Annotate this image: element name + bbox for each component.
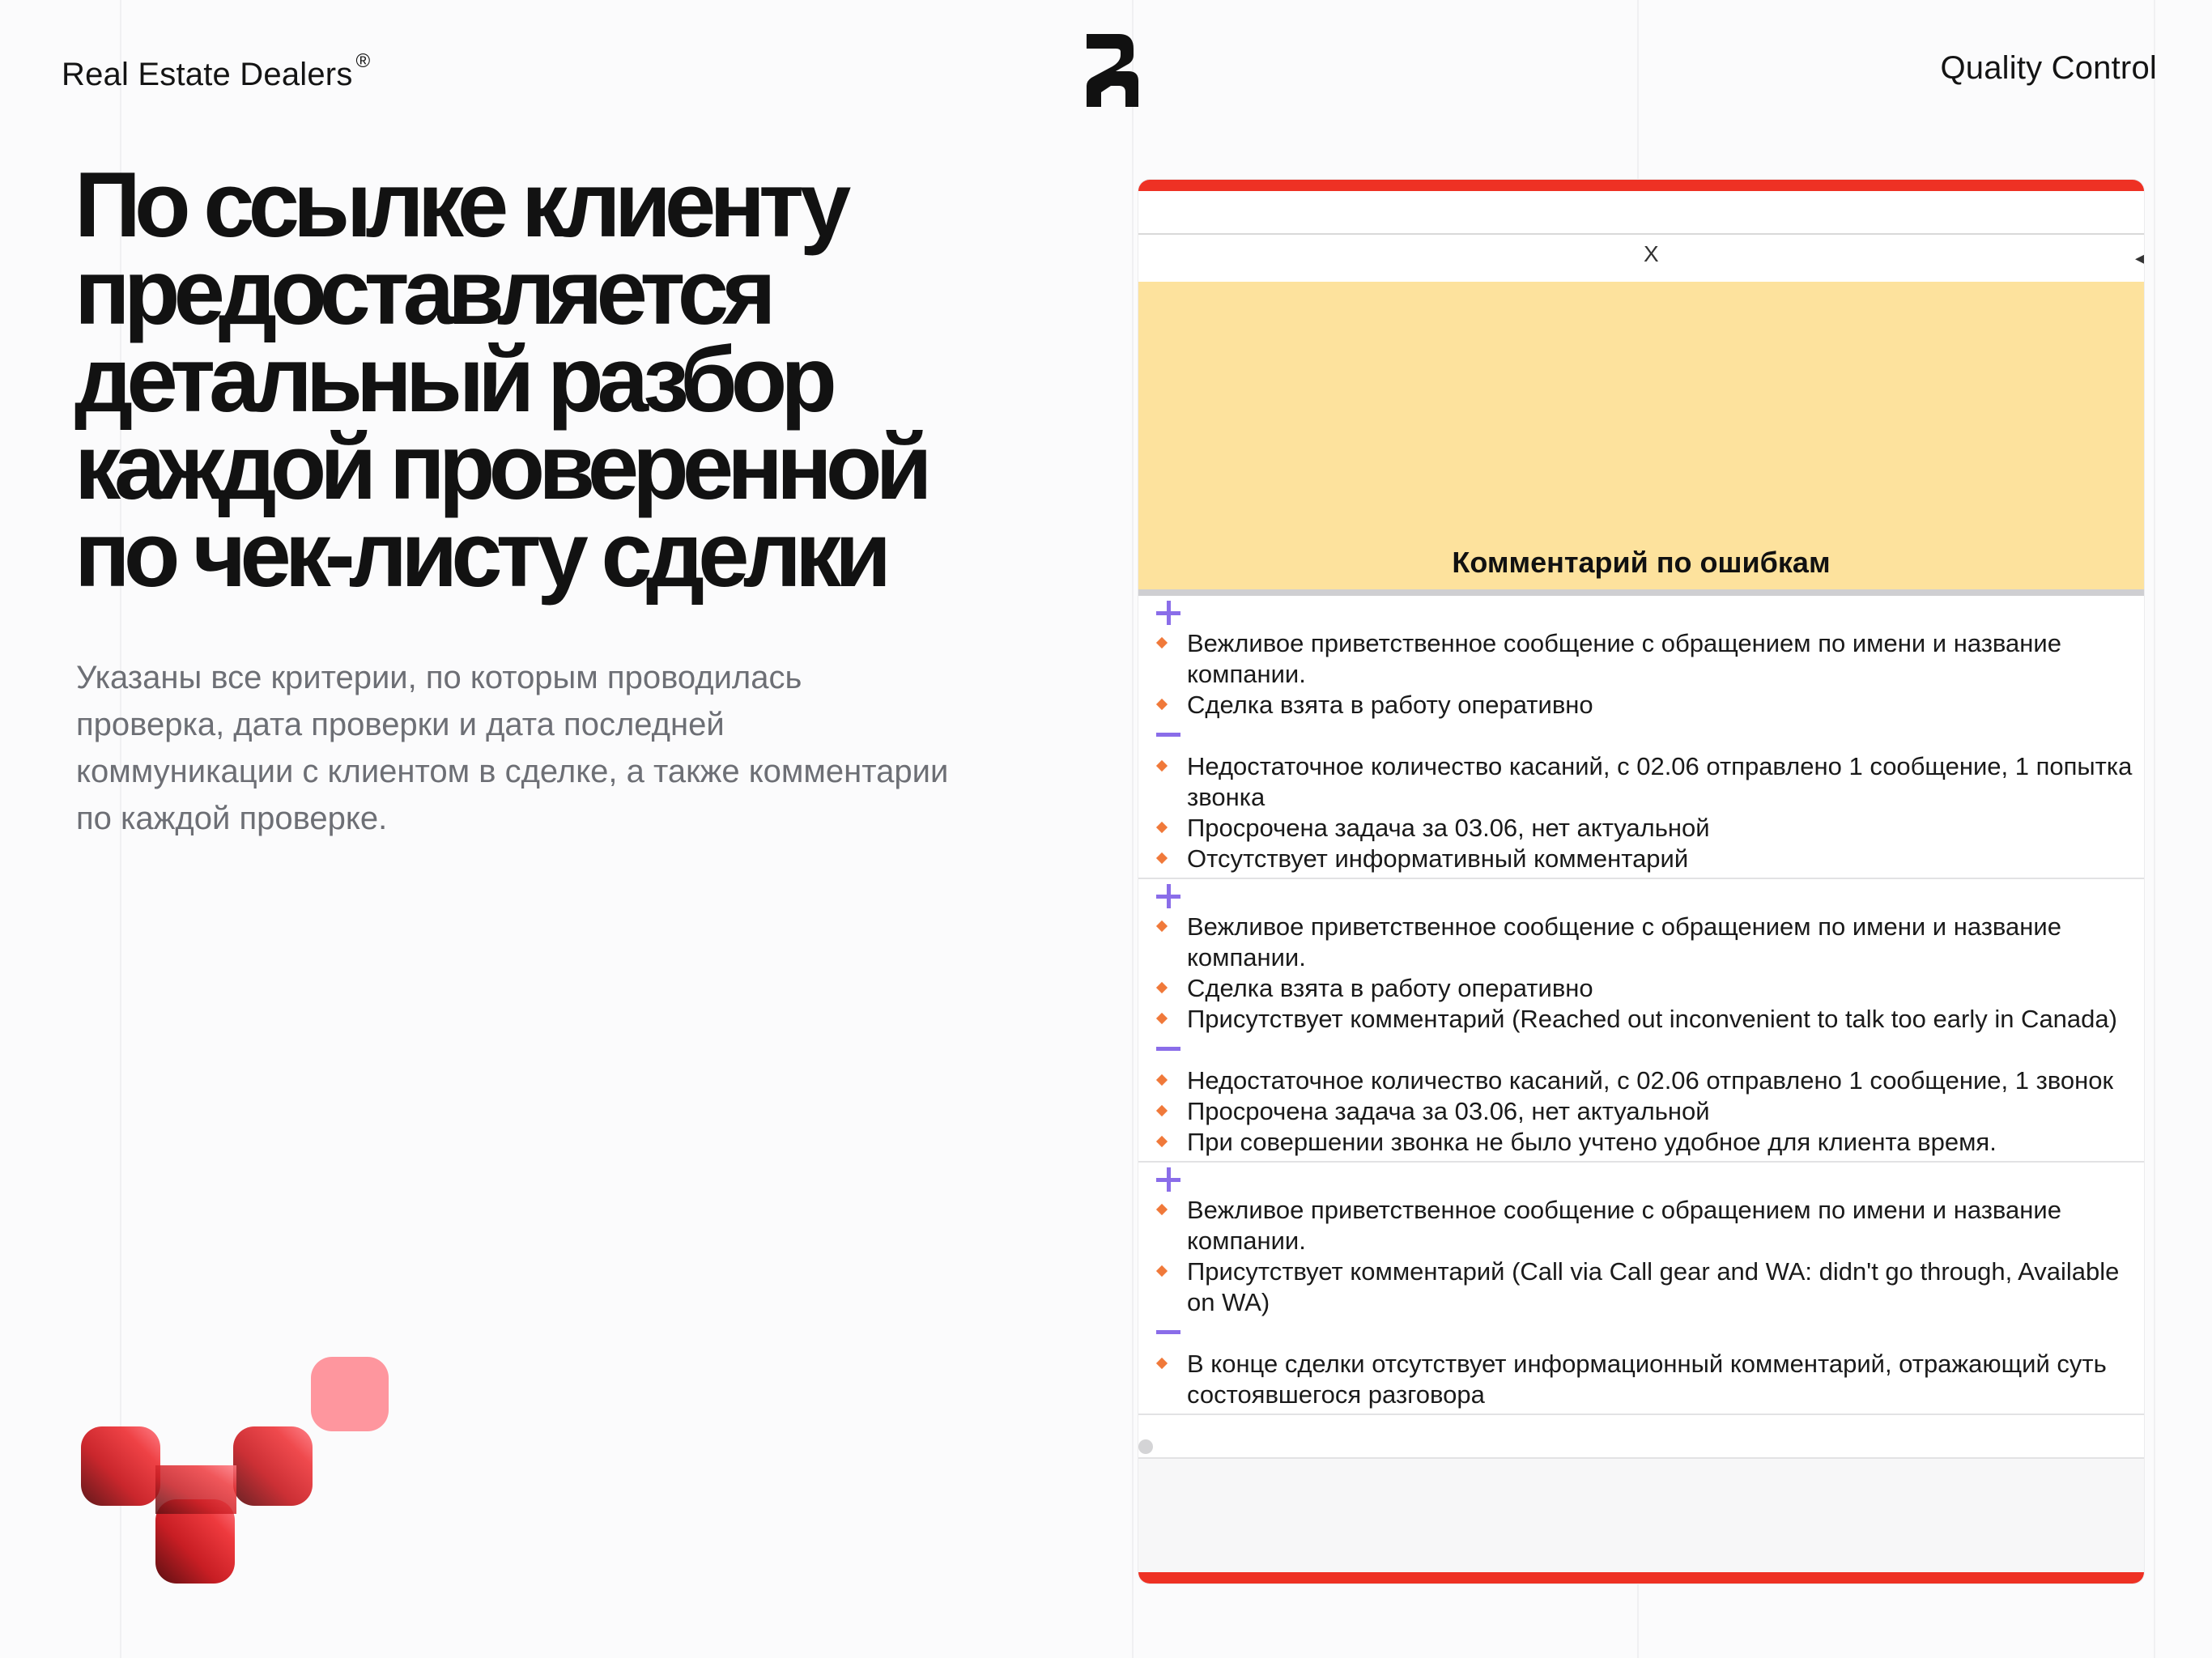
- bullet-icon: [1156, 1204, 1168, 1215]
- negative-item: При совершении звонка не было учтено удобное для клиента время.: [1145, 1127, 2141, 1158]
- bullet-icon: [1156, 1074, 1168, 1086]
- column-header: Комментарий по ошибкам: [1452, 546, 1831, 579]
- bullet-icon: [1156, 822, 1168, 833]
- bullet-icon: [1156, 982, 1168, 993]
- brand-name[interactable]: [62, 50, 370, 93]
- bullet-icon: [1156, 1358, 1168, 1369]
- positive-item: Вежливое приветственное сообщение с обращением по имени и название компании.: [1145, 912, 2141, 973]
- negative-item: Отсутствует информативный комментарий: [1145, 844, 2141, 874]
- pixel-check-graphic: [78, 1352, 393, 1595]
- bullet-icon: [1156, 1136, 1168, 1147]
- panel-strip: [1138, 191, 2144, 235]
- bullet-icon: [1156, 699, 1168, 710]
- bullet-icon: [1156, 760, 1168, 772]
- bullet-icon: [1156, 920, 1168, 932]
- minus-icon: [1145, 1035, 2141, 1065]
- negative-item: Недостаточное количество касаний, с 02.06 отправлено 1 сообщение, 1 звонок: [1145, 1065, 2141, 1096]
- minus-icon: [1145, 1318, 2141, 1349]
- brand-label: Real Estate Dealers: [62, 57, 353, 92]
- comment-entry: [1138, 596, 2144, 879]
- positive-item: Вежливое приветственное сообщение с обращением по имени и название компании.: [1145, 628, 2141, 690]
- plus-icon: [1145, 1164, 2141, 1195]
- grid-line: [2154, 0, 2155, 1658]
- comment-entry: [1138, 1163, 2144, 1415]
- plus-icon: [1145, 881, 2141, 912]
- grid-line: [1132, 0, 1134, 1658]
- comments-list[interactable]: [1138, 596, 2144, 1438]
- bullet-icon: [1156, 1013, 1168, 1024]
- scroll-handle[interactable]: [1138, 1439, 1153, 1454]
- panel-top-accent: [1138, 180, 2144, 191]
- caret-left-icon[interactable]: ◂: [2134, 248, 2144, 268]
- panel-footer-area: [1138, 1459, 2144, 1572]
- positive-item: Сделка взята в работу оперативно: [1145, 690, 2141, 721]
- negative-item: Просрочена задача за 03.06, нет актуальной: [1145, 813, 2141, 844]
- section-title[interactable]: Quality Control: [1940, 50, 2157, 86]
- positive-item: Присутствует комментарий (Reached out inconvenient to talk too early in Canada): [1145, 1004, 2141, 1035]
- bullet-icon: [1156, 852, 1168, 864]
- negative-item: Недостаточное количество касаний, с 02.06 отправлено 1 сообщение, 1 попытка звонка: [1145, 751, 2141, 813]
- negative-item: В конце сделки отсутствует информационный комментарий, отражающий суть состоявшегося разговора: [1145, 1349, 2141, 1410]
- bullet-icon: [1156, 1105, 1168, 1116]
- horizontal-scrollbar[interactable]: [1138, 1438, 2144, 1459]
- bullet-icon: [1156, 637, 1168, 648]
- minus-icon: [1145, 721, 2141, 751]
- negative-item: Просрочена задача за 03.06, нет актуальной: [1145, 1096, 2141, 1127]
- report-panel[interactable]: [1138, 180, 2144, 1584]
- panel-close-row: [1138, 235, 2144, 280]
- comment-entry: [1138, 879, 2144, 1163]
- plus-icon: [1145, 597, 2141, 628]
- r-brand-mark-icon[interactable]: [1083, 34, 1142, 107]
- positive-item: Вежливое приветственное сообщение с обращением по имени и название компании.: [1145, 1195, 2141, 1256]
- hero-headline: По ссылке клиенту предоставляется детальный разбор каждой проверенной по чек-листу сделки: [74, 154, 926, 606]
- hero-description: Указаны все критерии, по которым проводилась проверка, дата проверки и дата последней коммуникации с клиентом в сделке, а также комментарии по каждой проверке.: [76, 660, 949, 836]
- positive-item: Сделка взята в работу оперативно: [1145, 973, 2141, 1004]
- panel-bottom-accent: [1138, 1572, 2144, 1584]
- positive-item: Присутствует комментарий (Call via Call gear and WA: didn't go through, Available on WA): [1145, 1256, 2141, 1318]
- column-header-cell: [1138, 282, 2144, 596]
- close-button[interactable]: X: [1640, 241, 1662, 267]
- trademark-symbol: ®: [355, 50, 371, 72]
- bullet-icon: [1156, 1265, 1168, 1277]
